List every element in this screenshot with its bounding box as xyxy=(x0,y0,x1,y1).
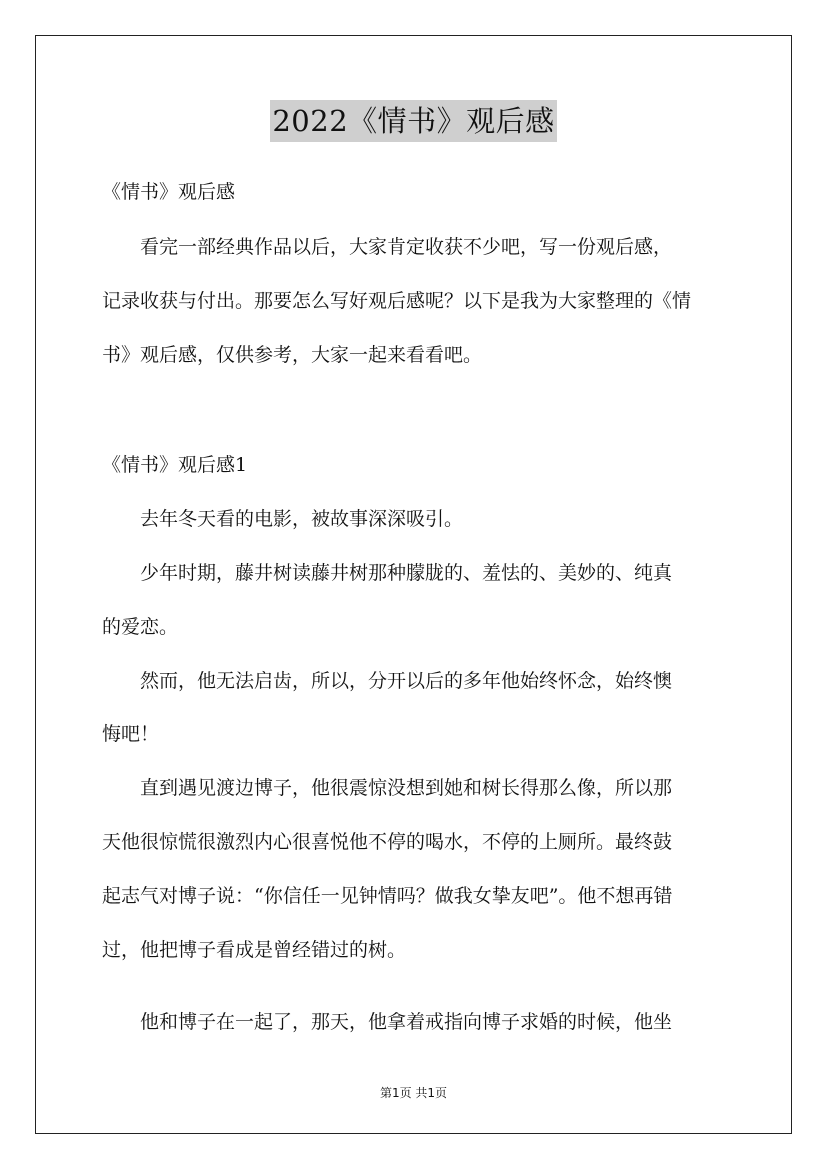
body-line: 少年时期，藤井树读藤井树那种朦胧的、羞怯的、美妙的、纯真 xyxy=(102,562,673,584)
intro-line-2: 记录收获与付出。那要怎么写好观后感呢？以下是我为大家整理的《情 xyxy=(102,290,692,312)
body-line: 悔吧！ xyxy=(102,723,160,745)
intro-line-1: 看完一部经典作品以后，大家肯定收获不少吧，写一份观后感， xyxy=(102,236,673,258)
intro-line-3: 书》观后感，仅供参考，大家一起来看看吧。 xyxy=(102,344,483,366)
body-line: 去年冬天看的电影，被故事深深吸引。 xyxy=(102,508,464,530)
body-line: 然而，他无法启齿，所以，分开以后的多年他始终怀念，始终懊 xyxy=(102,670,673,692)
section-heading: 《情书》观后感1 xyxy=(102,454,248,476)
body-line: 过，他把博子看成是曾经错过的树。 xyxy=(102,939,407,961)
body-line: 他和博子在一起了，那天，他拿着戒指向博子求婚的时候，他坐 xyxy=(102,1011,673,1033)
body-line: 的爱恋。 xyxy=(102,616,179,638)
document-title: 2022《情书》观后感 xyxy=(270,100,556,142)
page-footer: 第1页 共1页 xyxy=(379,1086,448,1100)
subtitle: 《情书》观后感 xyxy=(102,181,236,203)
body-line: 天他很惊慌很激烈内心很喜悦他不停的喝水，不停的上厕所。最终鼓 xyxy=(102,831,673,853)
body-line: 直到遇见渡边博子，他很震惊没想到她和树长得那么像，所以那 xyxy=(102,777,673,799)
body-line: 起志气对博子说：“你信任一见钟情吗？做我女挚友吧”。他不想再错 xyxy=(102,885,673,907)
title-container xyxy=(0,100,827,142)
